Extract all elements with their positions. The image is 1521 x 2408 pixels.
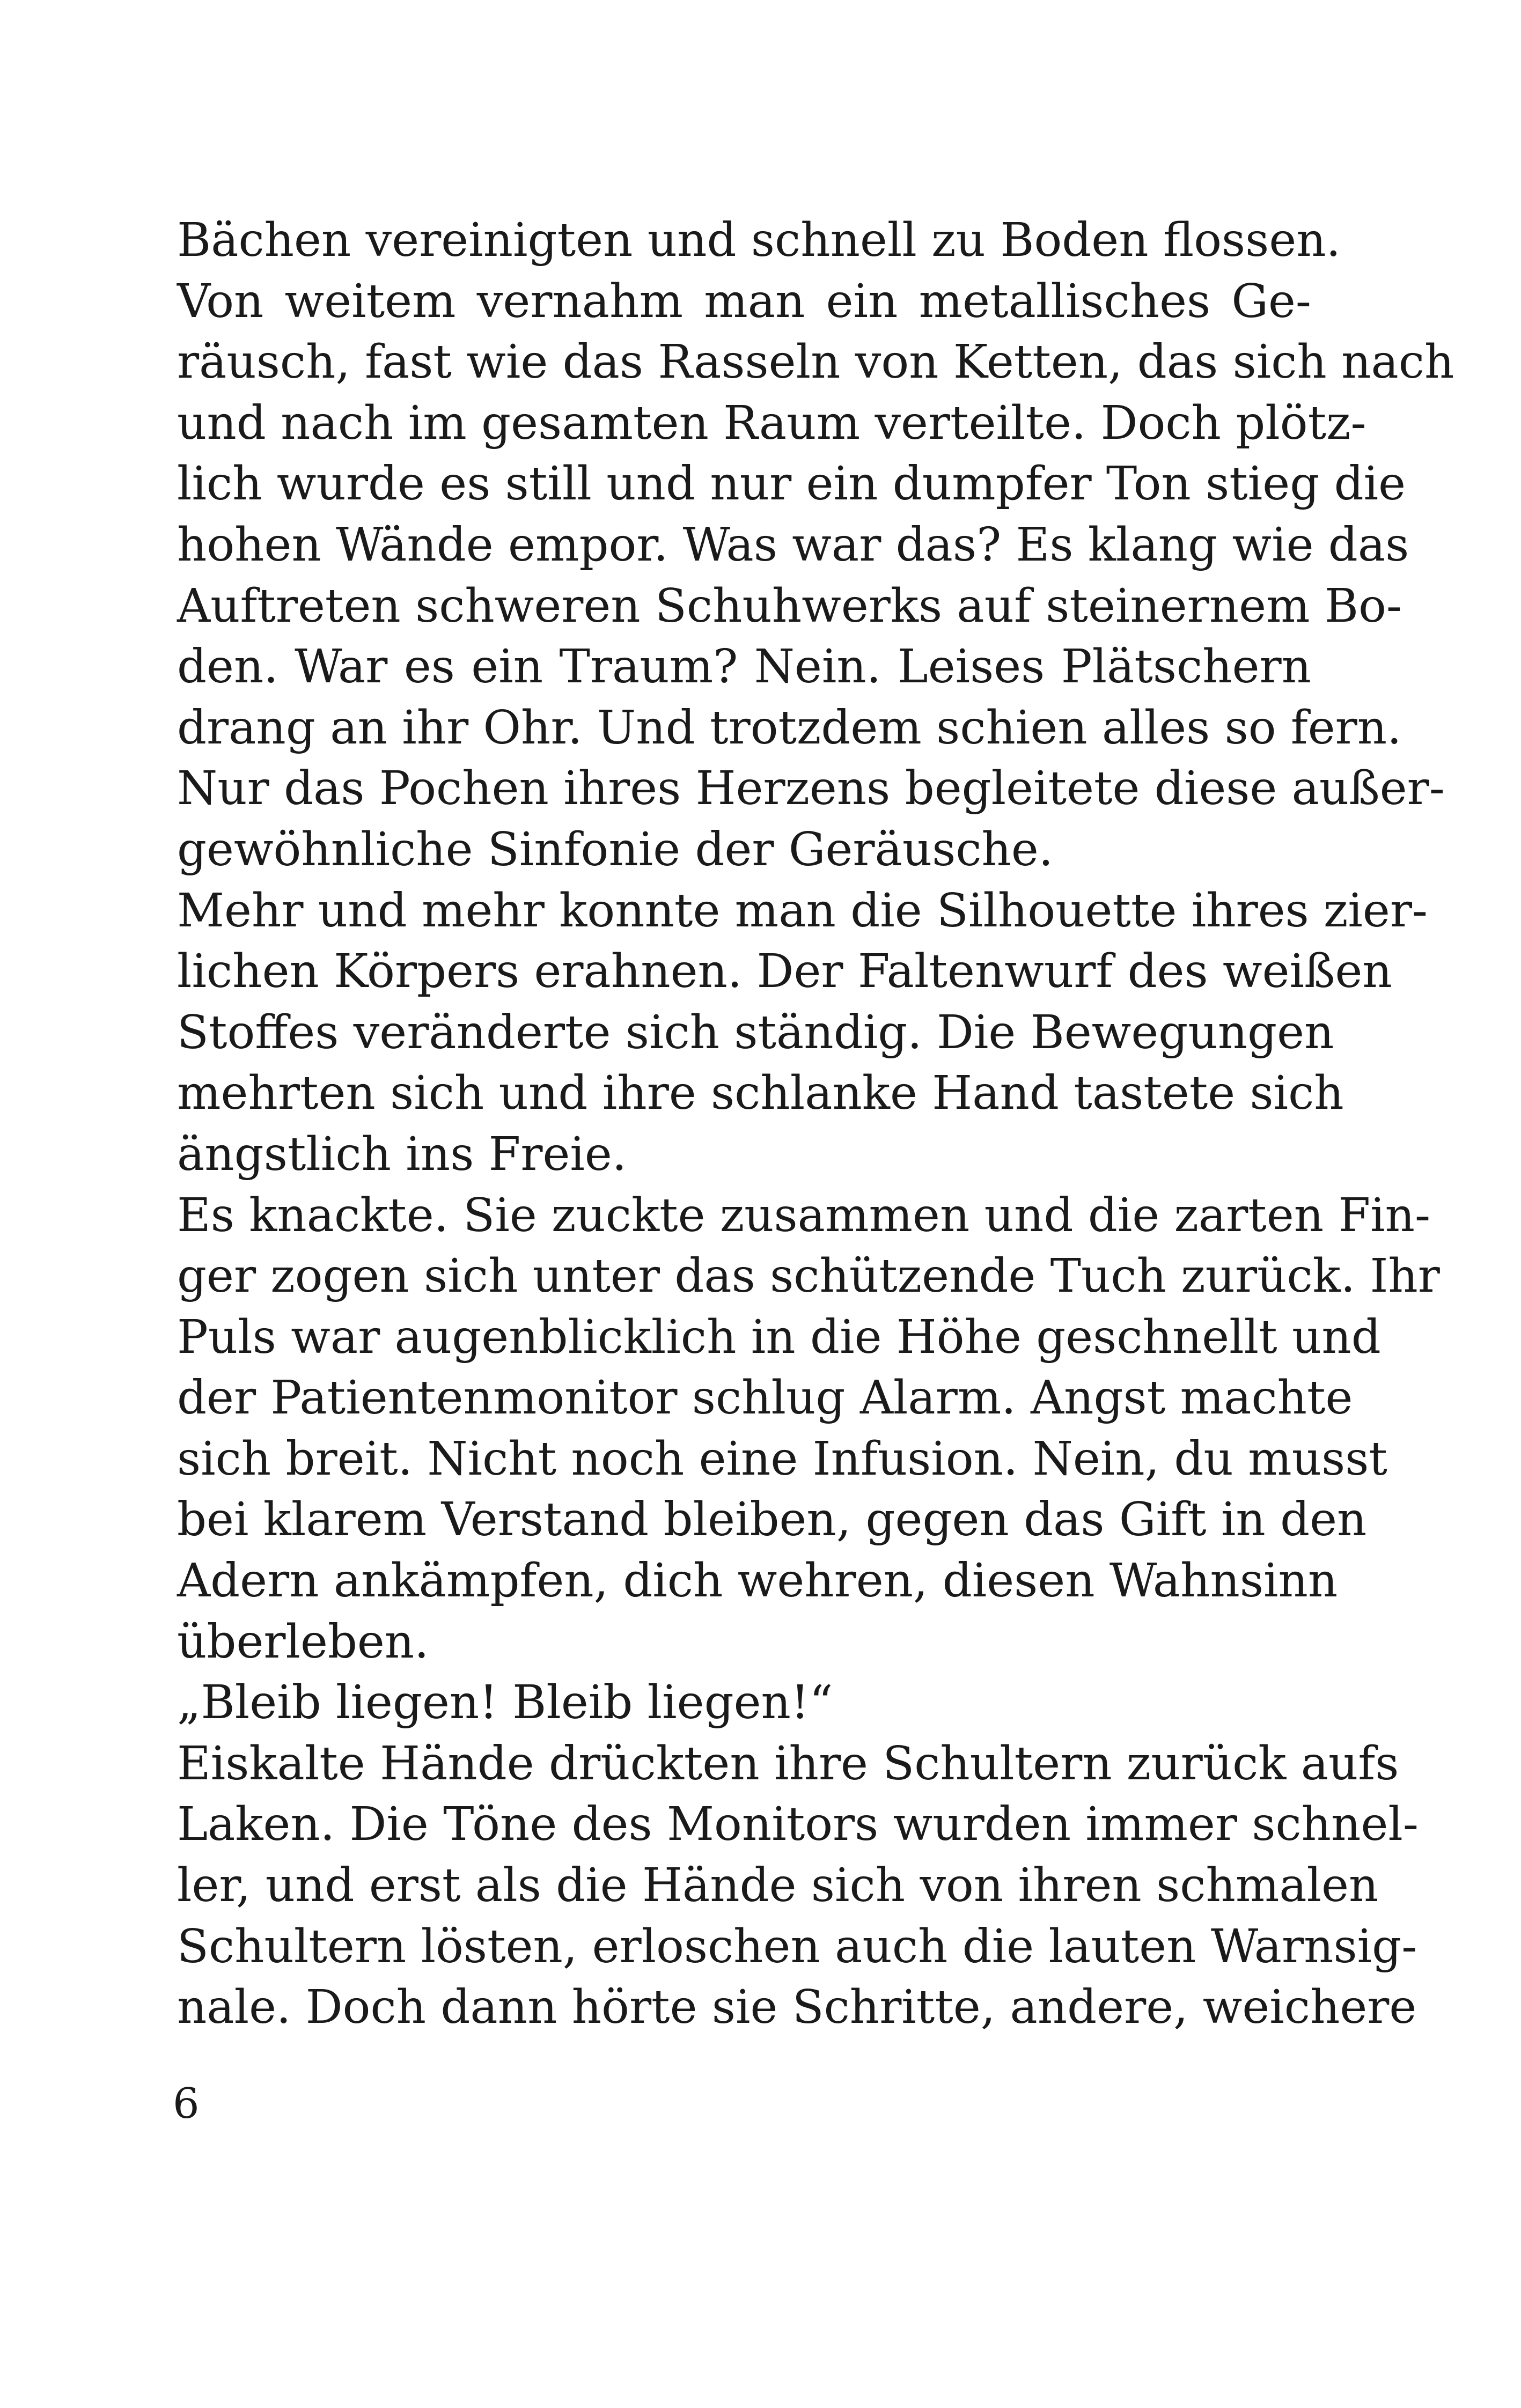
text-line: Von weitem vernahm man ein metallisches Ge- bbox=[177, 274, 1311, 328]
text-line: und nach im gesamten Raum verteilte. Doch plötz- bbox=[177, 396, 1366, 450]
text-line: Bächen vereinigten und schnell zu Boden flossen. bbox=[177, 213, 1341, 267]
text-line: überleben. bbox=[177, 1615, 429, 1669]
text-line: räusch, fast wie das Rasseln von Ketten, das sich nach bbox=[177, 335, 1454, 389]
text-line: gewöhnliche Sinfonie der Geräusche. bbox=[177, 822, 1054, 877]
text-line: lichen Körpers erahnen. Der Faltenwurf des weißen bbox=[177, 945, 1392, 999]
text-line: bei klarem Verstand bleiben, gegen das Gift in den bbox=[177, 1493, 1367, 1547]
text-line: „Bleib liegen! Bleib liegen!“ bbox=[177, 1676, 833, 1730]
text-line: mehrten sich und ihre schlanke Hand tastete sich bbox=[177, 1066, 1344, 1121]
text-line: ler, und erst als die Hände sich von ihren schmalen bbox=[177, 1859, 1379, 1913]
text-line: ängstlich ins Freie. bbox=[177, 1127, 627, 1181]
page-number: 6 bbox=[173, 2080, 200, 2128]
text-line: sich breit. Nicht noch eine Infusion. Nein, du musst bbox=[177, 1432, 1387, 1486]
text-line: lich wurde es still und nur ein dumpfer Ton stieg die bbox=[177, 457, 1406, 511]
text-line: den. War es ein Traum? Nein. Leises Plätschern bbox=[177, 640, 1311, 694]
text-line: Es knackte. Sie zuckte zusammen und die zarten Fin- bbox=[177, 1188, 1431, 1242]
text-line: hohen Wände empor. Was war das? Es klang wie das bbox=[177, 518, 1409, 572]
text-line: der Patientenmonitor schlug Alarm. Angst machte bbox=[177, 1371, 1353, 1425]
text-line: Nur das Pochen ihres Herzens begleitete diese außer- bbox=[177, 762, 1445, 816]
text-line: Auftreten schweren Schuhwerks auf steinernem Bo- bbox=[177, 579, 1402, 633]
text-line: Puls war augenblicklich in die Höhe geschnellt und bbox=[177, 1310, 1381, 1364]
text-line: Mehr und mehr konnte man die Silhouette ihres zier- bbox=[177, 883, 1428, 938]
text-line: Stoffes veränderte sich ständig. Die Bewegungen bbox=[177, 1005, 1334, 1059]
text-line: Eiskalte Hände drückten ihre Schultern zurück aufs bbox=[177, 1736, 1399, 1791]
text-line: Schultern lösten, erloschen auch die lauten Warnsig- bbox=[177, 1919, 1417, 1973]
text-line: Laken. Die Töne des Monitors wurden immer schnel- bbox=[177, 1798, 1419, 1852]
text-line: nale. Doch dann hörte sie Schritte, andere, weichere bbox=[177, 1980, 1417, 2035]
text-line: ger zogen sich unter das schützende Tuch zurück. Ihr bbox=[177, 1249, 1440, 1304]
text-line: drang an ihr Ohr. Und trotzdem schien alles so fern. bbox=[177, 701, 1402, 755]
text-line: Adern ankämpfen, dich wehren, diesen Wahnsinn bbox=[177, 1554, 1338, 1608]
body-text bbox=[177, 210, 1454, 2038]
